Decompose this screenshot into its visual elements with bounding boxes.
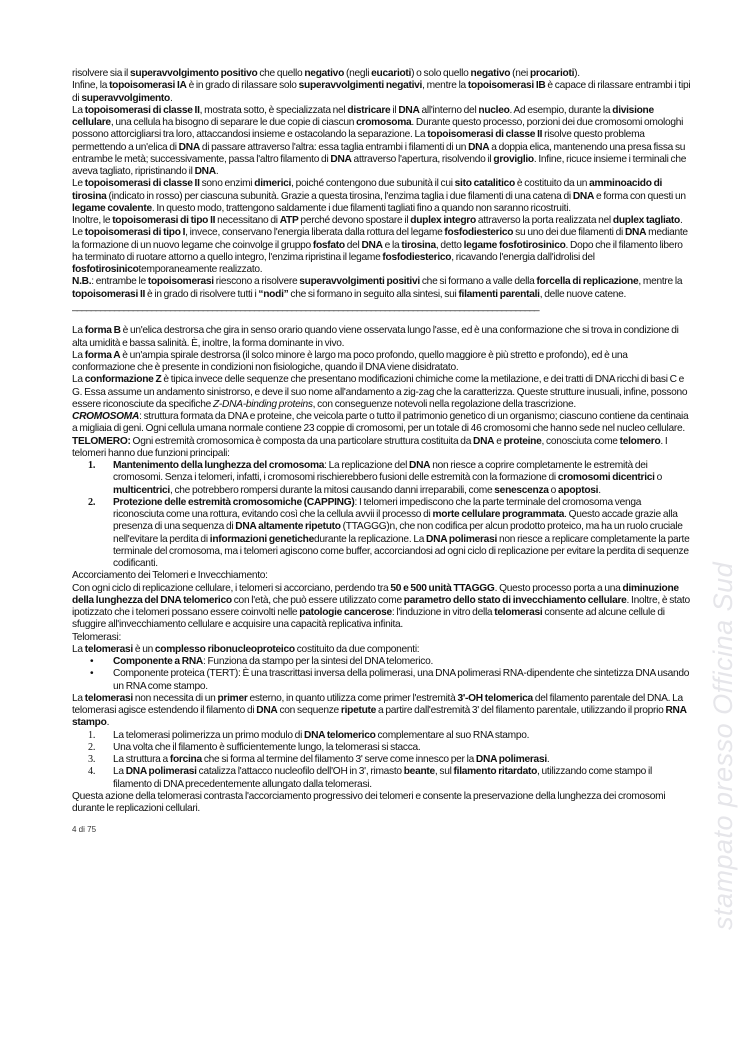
text-run: , mentre la — [638, 276, 683, 288]
text-run: riescono a risolvere — [213, 276, 300, 288]
paragraph — [72, 693, 692, 730]
text-run: e la — [382, 239, 402, 251]
list-item — [72, 656, 692, 668]
text-run: . — [598, 484, 601, 496]
text-run: Una volta che il filamento è sufficientemente lungo, la telomerasi si stacca. — [113, 741, 421, 753]
emphasized-term: primer — [217, 692, 248, 704]
text-run: che si forma al termine del filamento 3' serve come innesco per la — [201, 754, 476, 765]
text-run: Componente proteica (TERT): È una trascrittasi inversa della polimerasi, una DNA polimerasi RNA-dipendente che sintetizza DNA usando un RNA come stampo. — [113, 668, 690, 692]
emphasized-term: procarioti — [529, 68, 575, 79]
emphasized-term: DNA — [398, 104, 420, 116]
text-run: esterno, in quanto utilizza come primer l'estremità — [247, 692, 458, 704]
emphasized-term: duplex tagliato — [612, 215, 680, 226]
dna-forms-section — [72, 325, 692, 460]
emphasized-term: forma B — [84, 325, 121, 337]
paragraph — [72, 436, 692, 461]
emphasized-term: districare — [347, 104, 391, 116]
text-run: consente ad alcune cellule di sfuggire all'invecchiamento cellulare e acquisire una capacità replicativa infinita. — [72, 607, 665, 631]
text-run: . In questo modo, trattengono saldamente i due filamenti tagliati fino a quando non saranno ricostruiti. — [151, 202, 571, 214]
text-run: : struttura formata da DNA e proteine, che veicola parte o tutto il patrimonio genetico di un organismo; ciascuno contiene da centinaia a migliaia di geni. Ogni cellula umana normale contiene 23 coppie di cromosomi, per un totale di 46 cromosomi che hanno sede nel nucleo cellulare. — [72, 411, 689, 435]
text-run: , sul — [434, 766, 454, 778]
emphasized-term: telomerasi — [494, 607, 543, 618]
emphasized-term: cromosomi dicentrici — [557, 472, 655, 484]
list-item — [72, 766, 692, 791]
paragraph — [72, 632, 692, 644]
conclusion-section — [72, 791, 692, 816]
text-run: catalizza l'attacco nucleofilo dell'OH in 3', rimasto — [196, 766, 404, 778]
text-run: non riesce a replicare completamente la parte terminale del cromosoma, ma i telomeri agiscono come buffer, accorciandosi ad ogni ciclo di replicazione per evitare la perdita di sequenze codificanti. — [113, 533, 690, 569]
paragraph — [72, 105, 692, 179]
list-marker: 4. — [88, 766, 96, 778]
emphasized-term: multicentrici — [113, 484, 170, 496]
telomerase-components-list — [72, 656, 692, 693]
text-run: è in grado di rilassare solo — [186, 80, 299, 92]
text-run: Telomerasi: — [72, 631, 122, 643]
emphasized-term: conformazione Z — [84, 374, 162, 386]
text-run: ) o solo quello — [411, 68, 471, 79]
list-item — [72, 742, 692, 754]
emphasized-term: patologie cancerose — [299, 607, 392, 618]
text-run: (indicato in rosso) per ciascuna subunità. Grazie a questa tirosina, l'enzima taglia i due filamenti di una catena di — [106, 190, 573, 202]
emphasized-term: 3'-OH telomerica — [457, 692, 533, 704]
list-item — [72, 460, 692, 497]
emphasized-term: legame covalente — [72, 202, 152, 214]
emphasized-term: Z-DNA-binding proteins — [212, 398, 313, 410]
text-run: perché devono spostare il — [298, 215, 411, 226]
text-run: il — [390, 104, 399, 116]
text-run: . — [215, 166, 219, 177]
emphasized-term: 50 e 500 unità TTAGGG — [390, 582, 495, 594]
emphasized-term: ATP — [279, 215, 299, 226]
text-run: Inoltre, le — [72, 215, 113, 226]
emphasized-term: Componente a RNA — [113, 656, 203, 667]
text-run: è un'elica destrorsa che gira in senso orario quando viene osservata lungo l'asse, ed è una conformazione che si trova in condizione di alta umidità e bassa salinità. È, inoltre, la forma dominante in vivo. — [72, 325, 679, 349]
emphasized-term: topoisomerasi — [147, 276, 214, 288]
text-run: , poiché contengono due subunità il cui — [291, 178, 455, 190]
text-run: . Ad esempio, durante la — [509, 104, 613, 116]
text-run: . Questo processo porta a una — [494, 582, 623, 594]
list-marker: 1. — [88, 460, 96, 471]
text-run: o — [654, 472, 663, 484]
emphasized-term: forcina — [169, 754, 202, 765]
text-run: risolve questo problema permettendo a un'elica di — [72, 129, 645, 153]
emphasized-term: topoisomerasi di tipo II — [112, 215, 216, 226]
emphasized-term: negativo — [304, 68, 345, 79]
paragraph — [72, 644, 692, 656]
text-run: a partire dall'estremità 3' del filamento parentale, utilizzando il proprio — [376, 705, 666, 716]
emphasized-term: legame fosfotirosinico — [463, 239, 566, 251]
emphasized-term: amminoacido di tirosina — [72, 178, 663, 202]
paragraph — [72, 583, 692, 632]
watermark: stampato presso Officina Sud — [708, 561, 738, 930]
emphasized-term: telomero — [619, 435, 661, 447]
paragraph — [72, 68, 692, 80]
text-run: del — [344, 239, 362, 251]
emphasized-term: topoisomerasi di classe II — [84, 104, 200, 116]
text-run: La — [72, 325, 85, 337]
paragraph — [72, 570, 692, 582]
text-run: La — [113, 766, 126, 778]
emphasized-term: superavvolgimento — [81, 92, 170, 104]
separator-line: ____________________________________________________________________________________________________ — [72, 300, 539, 312]
emphasized-term: DNA — [256, 705, 278, 716]
paragraph — [72, 411, 692, 436]
emphasized-term: DNA — [330, 153, 352, 165]
text-run: . Infine, ricuce insieme i terminali che aveva tagliato, ripristinando il — [72, 153, 687, 177]
emphasized-term: topoisomerasi di classe II — [84, 178, 200, 190]
paragraph — [72, 215, 692, 276]
text-run: attraverso l'apertura, risolvendo il — [351, 153, 494, 165]
emphasized-term: DNA — [473, 435, 495, 447]
text-run: , conosciuta come — [541, 435, 620, 447]
paragraph — [72, 350, 692, 375]
text-run: è in grado di risolvere tutti i — [145, 288, 259, 300]
text-run: , mentre la — [422, 80, 468, 92]
text-run: . — [106, 717, 110, 729]
emphasized-term: TELOMERO: — [72, 435, 131, 447]
emphasized-term: telomerasi — [84, 692, 133, 704]
emphasized-term: forma A — [84, 349, 121, 361]
text-run: è un — [132, 643, 155, 655]
emphasized-term: telomerasi — [84, 643, 133, 655]
emphasized-term: superavvolgimenti negativi — [298, 80, 423, 92]
text-run: . I telomeri hanno due funzioni principali: — [72, 435, 668, 459]
emphasized-term: topoisomerasi di classe II — [427, 129, 543, 141]
text-run: , ricavando l'energia dall'idrolisi del — [451, 251, 595, 263]
list-marker: • — [90, 668, 94, 680]
text-run: . Le — [72, 215, 683, 239]
text-run: , delle nuove catene. — [539, 288, 627, 300]
emphasized-term: ripetute — [340, 705, 377, 716]
text-run: : l'induzione in vitro della — [391, 607, 495, 618]
text-run: , una cellula ha bisogno di separare le due copie di ciascun — [110, 117, 357, 128]
emphasized-term: apoptosi — [558, 484, 599, 496]
text-run: attraverso la porta realizzata nel — [475, 215, 613, 226]
text-run: durante la replicazione. La — [313, 533, 427, 545]
document-body — [72, 0, 692, 815]
emphasized-term: RNA stampo — [72, 705, 687, 729]
text-run: è costituito da un — [514, 178, 590, 190]
primer-section — [72, 693, 692, 730]
emphasized-term: filamento ritardato — [453, 766, 538, 778]
telomere-functions-list — [72, 460, 692, 570]
text-run: temporaneamente realizzato. — [138, 264, 263, 275]
text-run: all'interno del — [419, 104, 479, 116]
emphasized-term: superavvolgimento positivo — [129, 68, 258, 79]
text-run: Questa azione della telomerasi contrasta l'accorciamento progressivo dei telomeri e consente la preservazione della lunghezza dei cromosomi durante le replicazioni cellulari. — [72, 790, 666, 814]
text-run: costituito da due componenti: — [294, 643, 420, 655]
list-item — [72, 668, 692, 693]
emphasized-term: DNA altamente ripetuto — [235, 521, 341, 533]
text-run: , mostrata sotto, è specializzata nel — [199, 104, 348, 116]
emphasized-term: DNA — [468, 141, 490, 153]
emphasized-term: DNA — [194, 166, 216, 177]
text-run: : La replicazione del — [324, 460, 410, 471]
emphasized-term: divisione cellulare — [72, 104, 654, 128]
emphasized-term: beante — [403, 766, 435, 778]
emphasized-term: topoisomerasi IB — [467, 80, 546, 92]
text-run: che quello — [257, 68, 305, 79]
text-run: è tipica invece delle sequenze che presentano modificazioni chimiche come la metilazione, e dei tratti di DNA ricchi di basi C e G. Essa assume un andamento sinistrorso, e deve il suo nome all'andamento a zig-zag che la caratterizza. Queste strutture inusuali, infine, possono essere riconosciute da specifiche — [72, 374, 688, 410]
text-run: : entrambe le — [91, 276, 148, 288]
text-run: a doppia elica, mantenendo una presa fissa su entrambe le metà; successivamente, passa l'altro filamento di — [72, 141, 686, 165]
emphasized-term: senescenza — [494, 484, 549, 496]
emphasized-term: tirosina — [401, 239, 436, 251]
text-run: . Questo accade grazie alla presenza di una sequenza di — [113, 509, 678, 533]
emphasized-term: complesso ribonucleoproteico — [154, 643, 295, 655]
emphasized-term: morte cellulare programmata — [432, 509, 565, 520]
text-run: Con ogni ciclo di replicazione cellulare, i telomeri si accorciano, perdendo tra — [72, 582, 391, 594]
text-run: La struttura a — [113, 754, 170, 765]
emphasized-term: cromosoma — [356, 117, 412, 128]
list-marker: • — [90, 656, 94, 667]
aging-section — [72, 570, 692, 656]
text-run: . — [169, 92, 173, 104]
text-run: con sequenze — [277, 705, 341, 716]
text-run: necessitano di — [215, 215, 280, 226]
topoisomerase-section — [72, 68, 692, 301]
list-marker: 3. — [88, 754, 96, 765]
emphasized-term: sito catalitico — [454, 178, 515, 190]
text-run: , con conseguenze notevoli nella regolazione della trascrizione. — [312, 398, 576, 410]
emphasized-term: DNA polimerasi — [475, 754, 547, 765]
text-run: , che potrebbero rompersi durante la mitosi causando danni irreparabili, come — [169, 484, 495, 496]
text-run: La — [72, 349, 85, 361]
emphasized-term: Mantenimento della lunghezza del cromosoma — [113, 460, 325, 471]
emphasized-term: CROMOSOMA — [72, 411, 140, 422]
emphasized-term: DNA polimerasi — [426, 533, 498, 545]
text-run: sono enzimi — [199, 178, 255, 190]
emphasized-term: fosfodiesterico — [382, 251, 452, 263]
text-run: (nei — [510, 68, 530, 79]
emphasized-term: superavvolgimenti positivi — [299, 276, 420, 288]
paragraph — [72, 325, 692, 350]
paragraph — [72, 178, 692, 215]
emphasized-term: groviglio — [493, 153, 534, 165]
text-run: Le — [72, 178, 85, 190]
text-run: complementare al suo RNA stampo. — [375, 729, 530, 741]
text-run: , invece, conservano l'energia liberata dalla rottura del legame — [185, 227, 445, 239]
emphasized-term: DNA polimerasi — [125, 766, 197, 778]
emphasized-term: Protezione delle estremità cromosomiche (CAPPING) — [113, 496, 355, 508]
text-run: ). — [574, 68, 580, 79]
text-run: . — [546, 754, 550, 765]
emphasized-term: fosfodiesterico — [444, 227, 514, 239]
text-run: La — [72, 643, 85, 655]
text-run: Accorciamento dei Telomeri e Invecchiamento: — [72, 570, 268, 582]
text-run: non necessita di un — [132, 692, 218, 704]
emphasized-term: forcella di replicazione — [536, 276, 639, 288]
text-run: La — [72, 104, 85, 116]
text-run: mediante la formazione di un nuovo legame che coinvolge il gruppo — [72, 227, 688, 251]
emphasized-term: filamenti parentali — [458, 288, 540, 300]
list-marker: 2. — [88, 741, 96, 753]
emphasized-term: negativo — [470, 68, 511, 79]
emphasized-term: DNA — [572, 190, 595, 202]
paragraph — [72, 276, 692, 301]
telomerase-steps-list — [72, 730, 692, 791]
emphasized-term: duplex integro — [410, 215, 476, 226]
text-run: La telomerasi polimerizza un primo modulo di — [113, 729, 305, 741]
text-run: non riesce a coprire completamente le estremità dei cromosomi. Senza i telomeri, infatti, i cromosomi rischierebbero fusioni delle estremità con la formazione di — [113, 460, 648, 484]
emphasized-term: topoisomerasi II — [72, 288, 146, 300]
emphasized-term: eucarioti — [371, 68, 412, 79]
text-run: è un'ampia spirale destrorsa (il solco minore è largo ma poco profondo, quello maggiore è più stretto e profondo), ed è una conformazione che è presente in condizioni non fisiologiche, quando il DNA viene disidratato. — [72, 349, 628, 373]
text-run: Infine, la — [72, 80, 110, 92]
text-run: del filamento parentale del DNA. La telomerasi agisce estendendo il filamento di — [72, 692, 683, 716]
text-run: che si formano in seguito alla sintesi, sui — [288, 288, 459, 300]
text-run: La — [72, 374, 85, 386]
emphasized-term: parametro dello stato di invecchiamento cellulare — [403, 594, 627, 606]
text-run: . Dopo che il filamento libero ha terminato di ruotare attorno a quello integro, l'enzima ripristina il legame — [72, 239, 683, 263]
emphasized-term: fosfotirosinico — [72, 264, 139, 275]
text-run: La — [72, 692, 85, 704]
emphasized-term: diminuzione della lunghezza del DNA telomerico — [72, 582, 679, 606]
emphasized-term: informazioni genetiche — [209, 533, 314, 545]
emphasized-term: DNA — [178, 141, 200, 153]
text-run: , detto — [435, 239, 464, 251]
text-run: e forma con questi un — [594, 190, 686, 202]
text-run: . Durante questo processo, porzioni dei due cromosomi omologhi possono attorcigliarsi tra loro, attaccandosi insieme e ostacolando la separazione. La — [72, 117, 684, 141]
emphasized-term: dimerici — [254, 178, 292, 190]
page-number: 4 di 75 — [72, 825, 97, 835]
text-run: (negli — [344, 68, 372, 79]
emphasized-term: “nodi” — [258, 288, 289, 300]
list-item — [72, 754, 692, 766]
emphasized-term: proteine — [503, 435, 542, 447]
paragraph — [72, 374, 692, 411]
text-run: Ogni estremità cromosomica è composta da una particolare struttura costituita da — [130, 435, 474, 447]
list-marker: 1. — [88, 729, 96, 741]
emphasized-term: nucleo — [478, 104, 510, 116]
text-run: (TTAGGG)n, che non codifica per alcun prodotto proteico, ma ha un ruolo cruciale nell'evitare la perdita di — [113, 521, 683, 545]
text-run: o — [548, 484, 558, 496]
text-run: risolvere sia il — [72, 68, 130, 79]
emphasized-term: fosfato — [312, 239, 345, 251]
text-run: di passare attraverso l'altra: essa taglia entrambi i filamenti di un — [199, 141, 469, 153]
emphasized-term: topoisomerasi IA — [109, 80, 187, 92]
emphasized-term: DNA — [409, 460, 431, 471]
emphasized-term: topoisomerasi di tipo I — [84, 227, 186, 239]
text-run: è capace di rilassare entrambi i tipi di — [72, 80, 691, 104]
text-run: : Funziona da stampo per la sintesi del DNA telomerico. — [202, 656, 434, 667]
emphasized-term: N.B. — [72, 276, 92, 288]
text-run: : I telomeri impediscono che la parte terminale del cromosoma venga riconosciuta come una rottura, evitando così che la cellula avvii il processo di — [113, 496, 642, 520]
emphasized-term: DNA telomerico — [304, 729, 376, 741]
text-run: che si formano a valle della — [419, 276, 537, 288]
paragraph — [72, 791, 692, 816]
text-run: su uno dei due filamenti di — [513, 227, 625, 239]
list-item — [72, 730, 692, 742]
emphasized-term: DNA — [361, 239, 383, 251]
list-marker: 2. — [88, 496, 96, 508]
emphasized-term: DNA — [624, 227, 647, 239]
text-run: e — [494, 435, 504, 447]
text-run: . Inoltre, è stato ipotizzato che i telomeri possano essere coinvolti nelle — [72, 594, 690, 618]
blank-line — [72, 313, 692, 325]
text-run: con l'età, che può essere utilizzato come — [231, 594, 404, 606]
list-item — [72, 497, 692, 571]
text-run: , utilizzando come stampo il filamento di DNA precedentemente allungato dalla telomerasi. — [113, 766, 652, 790]
paragraph — [72, 80, 692, 105]
